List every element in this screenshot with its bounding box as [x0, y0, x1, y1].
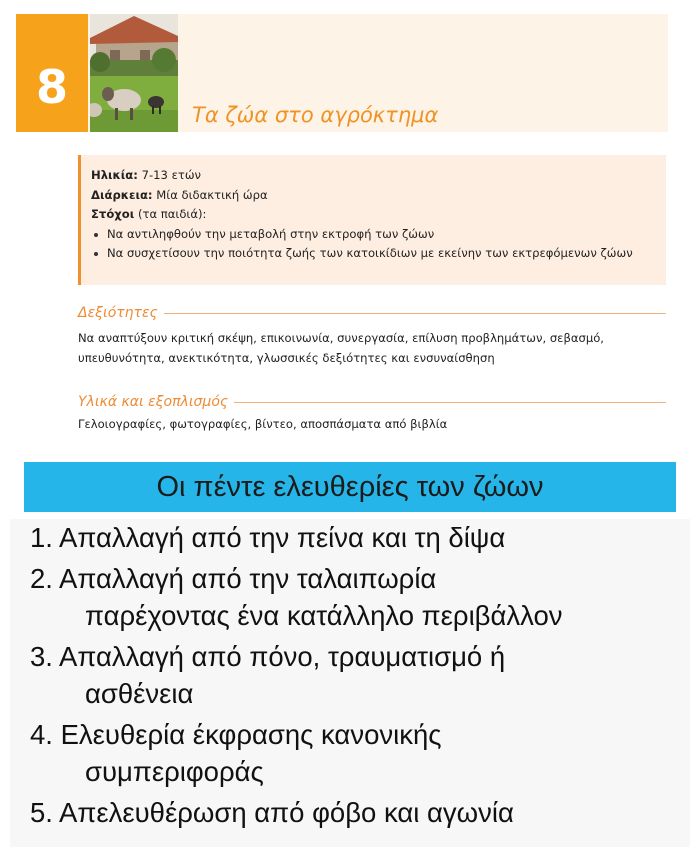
freedom-item-continuation: συμπεριφοράς	[85, 756, 264, 787]
freedom-item: 3. Απαλλαγή από πόνο, τραυματισμό ή	[30, 641, 506, 672]
skills-text	[78, 328, 678, 368]
goal-item: Να αντιληφθούν την μεταβολή στην εκτροφή των ζώων	[91, 225, 666, 245]
duration-value: Μία διδακτική ώρα	[156, 187, 268, 202]
skills-text-line: Να αναπτύξουν κριτική σκέψη, επικοινωνία, συνεργασία, επίλυση προβλημάτων, σεβασμό,	[78, 331, 604, 345]
lesson-number: 8	[35, 60, 68, 114]
duration-line	[91, 186, 666, 206]
freedom-item-continuation: παρέχοντας ένα κατάλληλο περιβάλλον	[85, 600, 563, 631]
skills-heading-label: Δεξιότητες	[78, 303, 164, 323]
freedom-item: 1. Απαλλαγή από την πείνα και τη δίψα	[30, 522, 506, 553]
lesson-number-badge	[16, 14, 88, 132]
lesson-info-box	[78, 155, 666, 285]
age-line	[91, 166, 666, 186]
five-freedoms-list	[10, 519, 690, 847]
farm-sheep-photo	[90, 14, 178, 132]
materials-heading	[78, 392, 666, 414]
lesson-title: Τα ζώα στο αγρόκτημα	[192, 103, 439, 127]
skills-heading	[78, 303, 666, 325]
freedom-item: 5. Απελευθέρωση από φόβο και αγωνία	[30, 797, 514, 828]
duration-label: Διάρκεια:	[91, 187, 153, 202]
goal-item: Να συσχετίσουν την ποιότητα ζωής των κατοικίδιων με εκείνην των εκτρεφόμενων ζώων	[91, 244, 666, 264]
banner-title: Οι πέντε ελευθερίες των ζώων	[156, 471, 544, 503]
age-label: Ηλικία:	[91, 168, 138, 182]
freedom-item: 2. Απαλλαγή από την ταλαιπωρία	[30, 563, 437, 594]
freedom-item-continuation: ασθένεια	[85, 678, 194, 709]
materials-text: Γελοιογραφίες, φωτογραφίες, βίντεο, αποσπάσματα από βιβλία	[78, 417, 448, 431]
skills-divider	[78, 313, 666, 314]
age-value: 7-13 ετών	[141, 168, 202, 182]
goals-label: Στόχοι	[91, 207, 135, 221]
five-freedoms-banner	[24, 462, 676, 512]
goals-suffix: (τα παιδιά):	[137, 207, 207, 221]
freedom-item: 4. Ελευθερία έκφρασης κανονικής	[30, 719, 442, 750]
goals-list	[91, 225, 666, 264]
lesson-header	[16, 14, 668, 132]
materials-heading-label: Υλικά και εξοπλισμός	[78, 392, 234, 412]
skills-text-line: υπευθυνότητα, ανεκτικότητα, γλωσσικές δεξιότητες και ενσυναίσθηση	[78, 351, 495, 365]
goals-line	[91, 205, 666, 225]
